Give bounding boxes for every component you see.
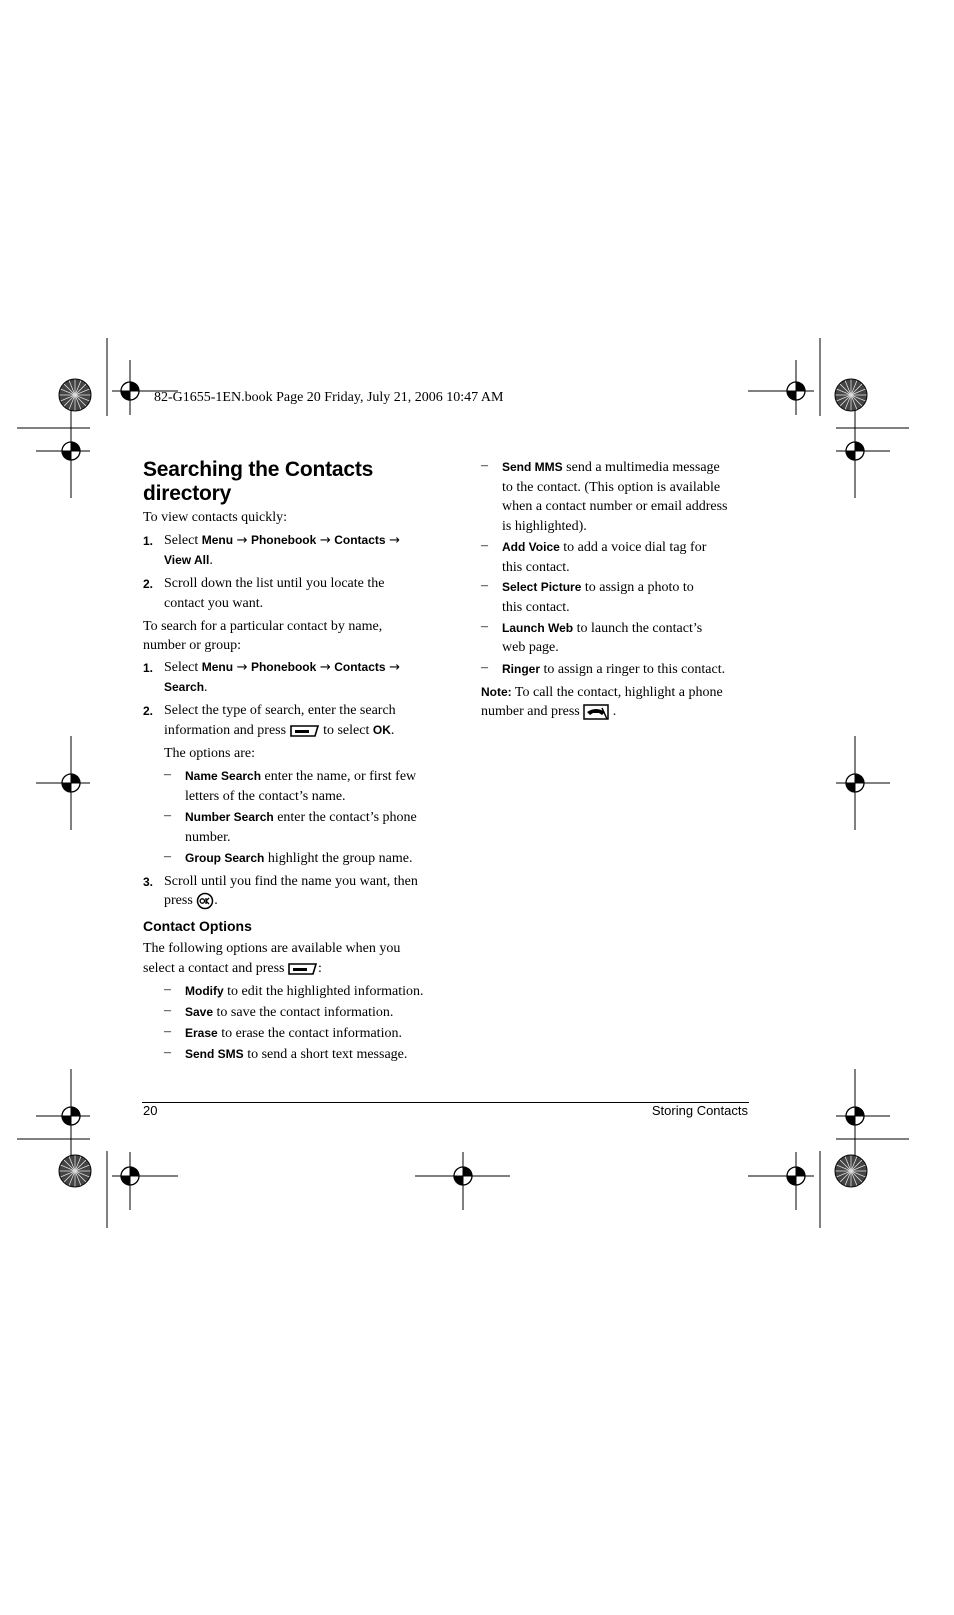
step-text: Select Menu → Phonebook → Contacts → bbox=[164, 660, 400, 675]
option-item-cont: letters of the contact’s name. bbox=[185, 789, 346, 804]
option-item-cont: this contact. bbox=[502, 600, 570, 615]
dash: – bbox=[164, 767, 171, 782]
dash: – bbox=[164, 808, 171, 823]
step-text: Select Menu → Phonebook → Contacts → bbox=[164, 533, 400, 548]
step-text: Select the type of search, enter the search bbox=[164, 703, 396, 718]
step-number: 1. bbox=[143, 534, 154, 548]
dash: – bbox=[481, 458, 488, 473]
option-item: Select Picture to assign a photo to bbox=[502, 580, 694, 595]
option-item: Modify to edit the highlighted information. bbox=[185, 984, 424, 999]
step-number: 3. bbox=[143, 875, 154, 889]
option-item: Add Voice to add a voice dial tag for bbox=[502, 540, 707, 555]
option-item-cont: when a contact number or email address bbox=[502, 499, 728, 514]
options-intro-cont: select a contact and press : bbox=[143, 961, 322, 976]
option-item-cont: web page. bbox=[502, 640, 559, 655]
step-text-cont: information and press to select OK. bbox=[164, 723, 395, 738]
footer-section-title: Storing Contacts bbox=[651, 1103, 748, 1118]
search-intro-cont: number or group: bbox=[143, 638, 241, 653]
option-item-cont: this contact. bbox=[502, 560, 570, 575]
page-number: 20 bbox=[143, 1103, 158, 1118]
dash: – bbox=[481, 538, 488, 553]
step-text-cont: contact you want. bbox=[164, 596, 264, 611]
options-label: The options are: bbox=[164, 746, 255, 761]
send-key-icon bbox=[583, 704, 609, 720]
option-item-cont: number. bbox=[185, 830, 231, 845]
softkey-icon bbox=[288, 962, 318, 976]
option-item: Name Search enter the name, or first few bbox=[185, 769, 417, 784]
dash: – bbox=[164, 1045, 171, 1060]
softkey-icon bbox=[290, 724, 320, 738]
option-item: Launch Web to launch the contact’s bbox=[502, 621, 703, 636]
step-text-cont: press . bbox=[164, 893, 218, 908]
dash: – bbox=[481, 619, 488, 634]
note-cont: number and press . bbox=[481, 704, 617, 719]
option-item: Send SMS to send a short text message. bbox=[185, 1047, 408, 1062]
step-number: 2. bbox=[143, 577, 154, 591]
dash: – bbox=[164, 1024, 171, 1039]
dash: – bbox=[164, 982, 171, 997]
step-text-cont: View All. bbox=[164, 553, 213, 568]
option-item: Erase to erase the contact information. bbox=[185, 1026, 402, 1041]
step-text: Scroll down the list until you locate the bbox=[164, 576, 385, 591]
section-subheading: Contact Options bbox=[143, 918, 252, 934]
dash: – bbox=[164, 1003, 171, 1018]
intro-text: To view contacts quickly: bbox=[143, 510, 288, 525]
note: Note: To call the contact, highlight a phone bbox=[481, 685, 723, 700]
search-intro: To search for a particular contact by name, bbox=[143, 619, 383, 634]
dash: – bbox=[481, 660, 488, 675]
step-text-cont: Search. bbox=[164, 680, 208, 695]
page-title: Searching the Contacts directory bbox=[143, 458, 374, 505]
step-number: 1. bbox=[143, 661, 154, 675]
ok-button-icon bbox=[196, 892, 214, 910]
option-item: Save to save the contact information. bbox=[185, 1005, 394, 1020]
option-item-cont: to the contact. (This option is available bbox=[502, 480, 721, 495]
option-item: Ringer to assign a ringer to this contact. bbox=[502, 662, 726, 677]
option-item-cont: is highlighted). bbox=[502, 519, 587, 534]
step-number: 2. bbox=[143, 704, 154, 718]
options-intro: The following options are available when you bbox=[143, 941, 401, 956]
dash: – bbox=[164, 849, 171, 864]
dash: – bbox=[481, 578, 488, 593]
option-item: Group Search highlight the group name. bbox=[185, 851, 413, 866]
print-slug: 82-G1655-1EN.book Page 20 Friday, July 21, 2006 10:47 AM bbox=[154, 390, 504, 405]
option-item: Number Search enter the contact’s phone bbox=[185, 810, 417, 825]
step-text: Scroll until you find the name you want, then bbox=[164, 874, 418, 889]
option-item: Send MMS send a multimedia message bbox=[502, 460, 720, 475]
